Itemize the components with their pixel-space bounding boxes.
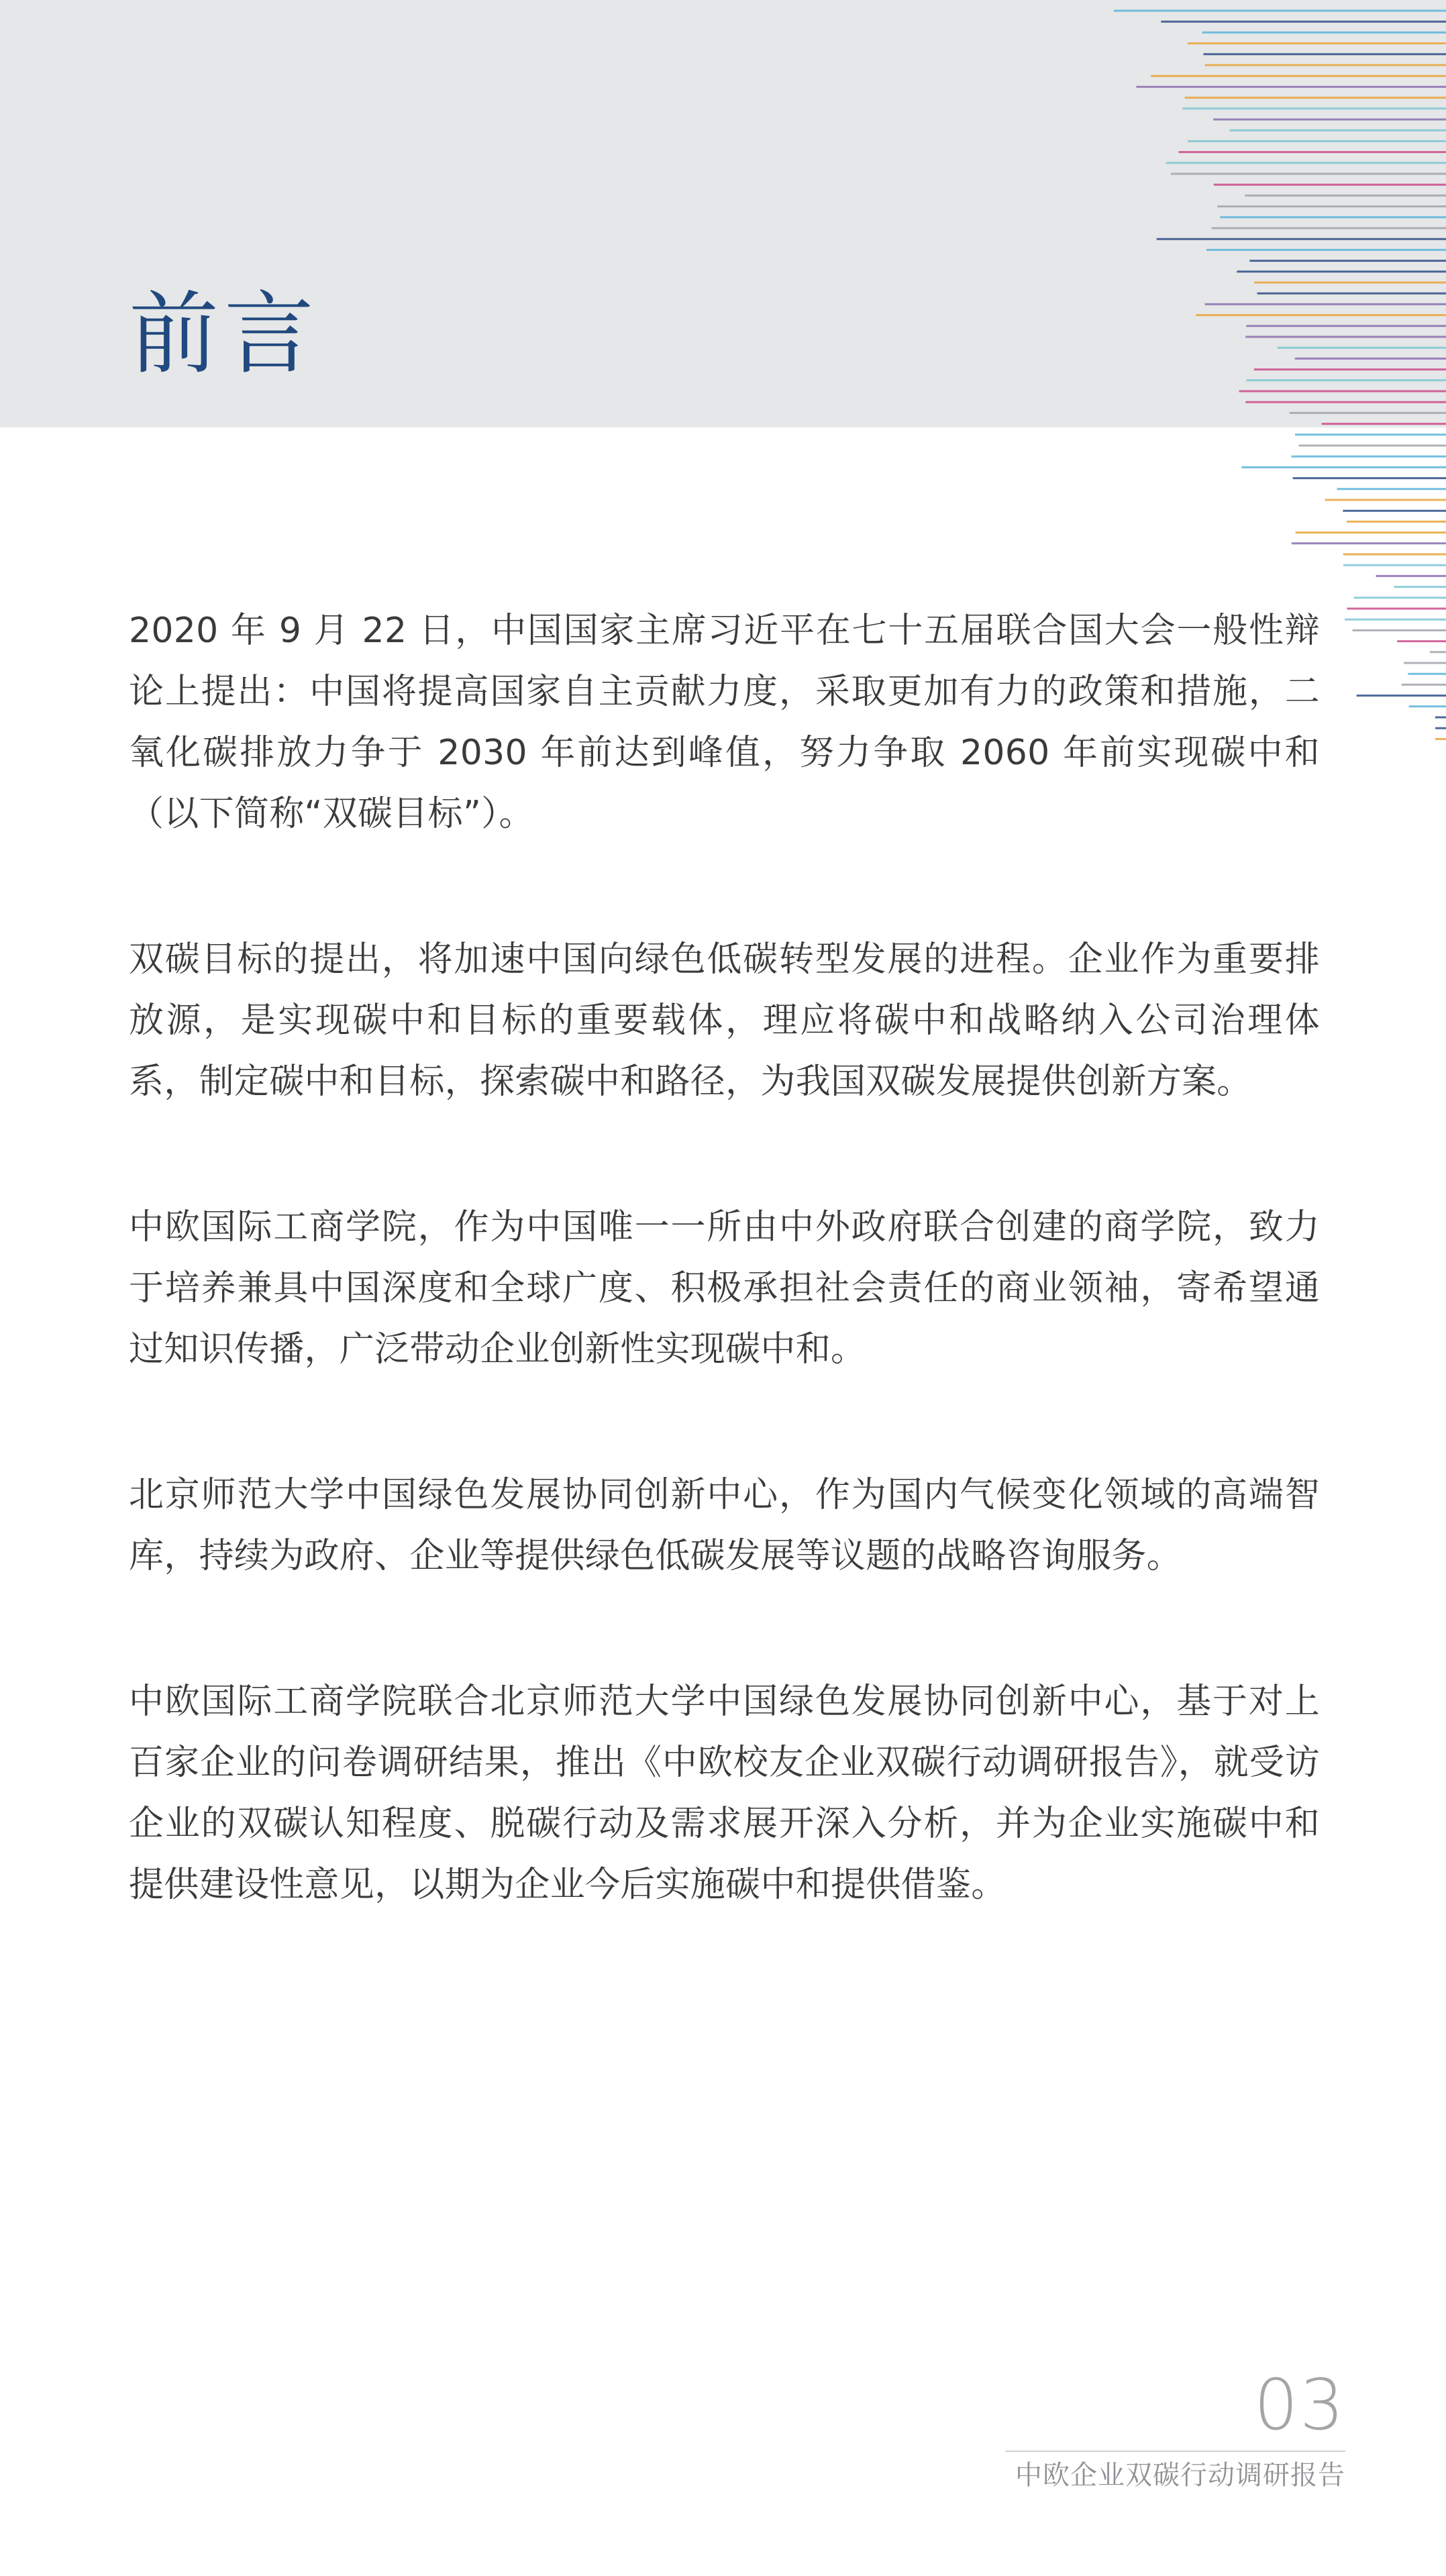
footer-rule	[1005, 2451, 1345, 2452]
paragraph-5: 中欧国际工商学院联合北京师范大学中国绿色发展协同创新中心，基于对上百家企业的问卷调研结果，推出《中欧校友企业双碳行动调研报告》，就受访企业的双碳认知程度、脱碳行动及需求展开深入分析，并为企业实施碳中和提供建设性意见，以期为企业今后实施碳中和提供借鉴。	[129, 1682, 1320, 1905]
paragraph-4: 北京师范大学中国绿色发展协同创新中心，作为国内气候变化领域的高端智库，持续为政府、企业等提供绿色低碳发展等议题的战略咨询服务。	[129, 1475, 1320, 1576]
paragraph-2: 双碳目标的提出，将加速中国向绿色低碳转型发展的进程。企业作为重要排放源，是实现碳中和目标的重要载体，理应将碳中和战略纳入公司治理体系，制定碳中和目标，探索碳中和路径，为我国双碳发展提供创新方案。	[129, 939, 1320, 1102]
report-name: 中欧企业双碳行动调研报告	[1015, 2460, 1345, 2491]
page-number: 03	[1253, 2364, 1345, 2446]
paragraph-1: 2020 年 9 月 22 日，中国国家主席习近平在七十五届联合国大会一般性辩论上提出：中国将提高国家自主贡献力度，采取更加有力的政策和措施，二氧化碳排放力争于 2030 年前达到峰值，努力争取 2060 年前实现碳中和（以下简称“双碳目标”）。	[129, 611, 1320, 834]
body-text	[129, 601, 1320, 2000]
paragraph-3: 中欧国际工商学院，作为中国唯一一所由中外政府联合创建的商学院，致力于培养兼具中国深度和全球广度、积极承担社会责任的商业领袖，寄希望通过知识传播，广泛带动企业创新性实现碳中和。	[129, 1207, 1320, 1370]
page-title: 前言	[129, 282, 320, 387]
